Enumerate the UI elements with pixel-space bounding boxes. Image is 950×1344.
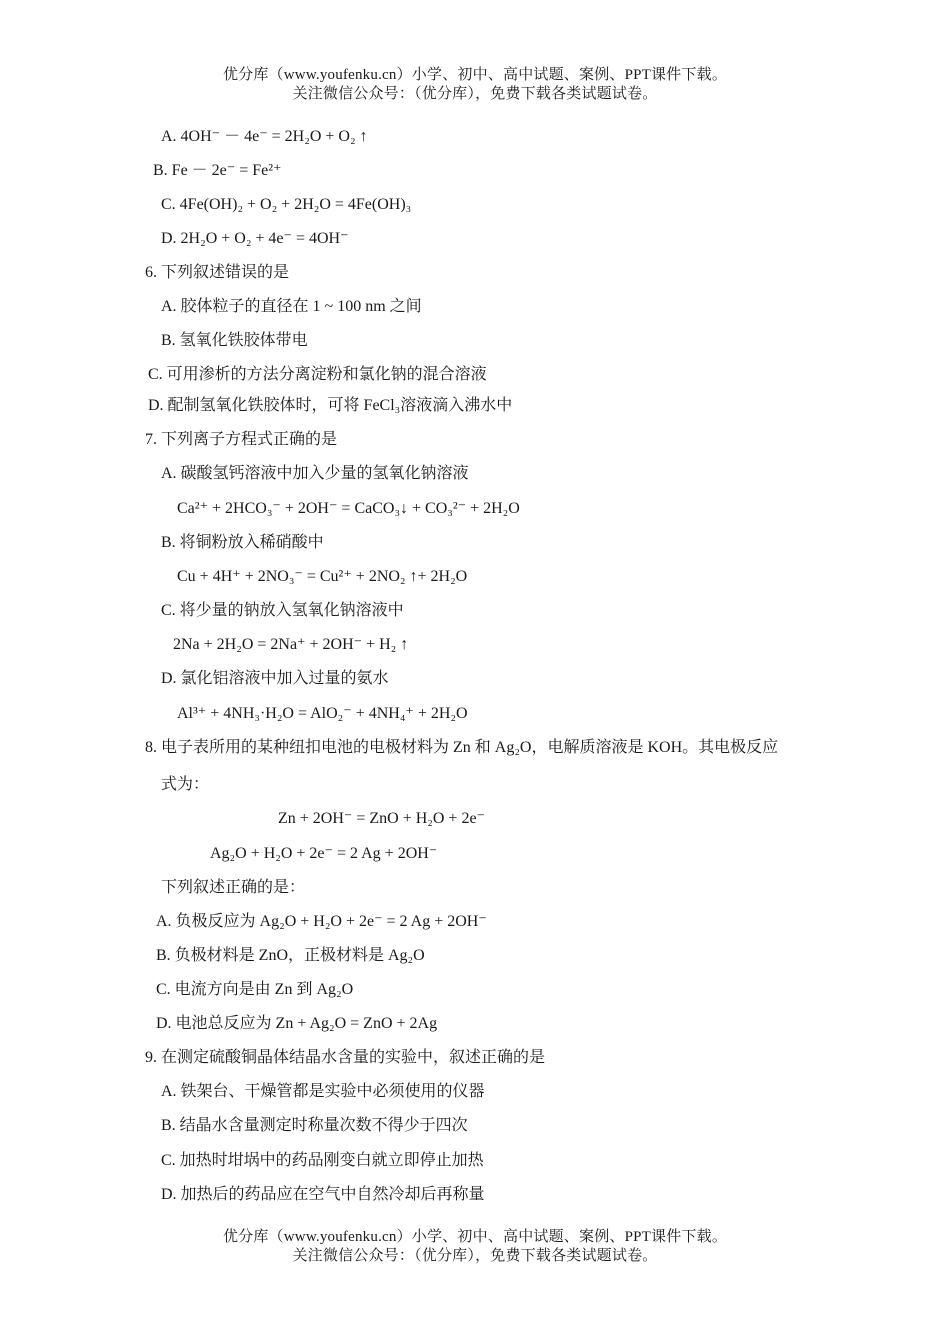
q7-stem: 7. 下列离子方程式正确的是: [145, 431, 338, 448]
q7-option-c-equation: 2Na + 2H₂O = 2Na⁺ + 2OH⁻ + H₂ ↑: [173, 636, 409, 653]
header-line-1: 优分库（www.youfenku.cn）小学、初中、高中试题、案例、PPT课件下载。: [222, 67, 728, 83]
q5-option-a: A. 4OH⁻ － 4e⁻ = 2H₂O + O₂ ↑: [161, 128, 368, 145]
q7-option-b: B. 将铜粉放入稀硝酸中: [161, 534, 324, 551]
footer-line-1: 优分库（www.youfenku.cn）小学、初中、高中试题、案例、PPT课件下载。: [222, 1229, 728, 1245]
q8-option-b: B. 负极材料是 ZnO，正极材料是 Ag₂O: [156, 947, 425, 964]
q9-option-b: B. 结晶水含量测定时称量次数不得少于四次: [161, 1117, 468, 1134]
q8-equation-2: Ag₂O + H₂O + 2e⁻ = 2 Ag + 2OH⁻: [210, 845, 438, 862]
q7-option-a: A. 碳酸氢钙溶液中加入少量的氢氧化钠溶液: [161, 465, 469, 482]
q6-option-d: D. 配制氢氧化铁胶体时，可将 FeCl₃溶液滴入沸水中: [148, 397, 513, 414]
q9-option-c: C. 加热时坩埚中的药品刚变白就立即停止加热: [161, 1152, 484, 1169]
q8-stem-continued: 式为：: [161, 776, 210, 793]
header-line-2: 关注微信公众号：（优分库），免费下载各类试题试卷。: [292, 86, 658, 102]
footer-line-2: 关注微信公众号：（优分库），免费下载各类试题试卷。: [292, 1248, 658, 1264]
q9-option-a: A. 铁架台、干燥管都是实验中必须使用的仪器: [161, 1083, 485, 1100]
q6-stem: 6. 下列叙述错误的是: [145, 264, 290, 281]
q8-equation-1: Zn + 2OH⁻ = ZnO + H₂O + 2e⁻: [278, 810, 485, 827]
q8-stem: 8. 电子表所用的某种纽扣电池的电极材料为 Zn 和 Ag₂O，电解质溶液是 KOH。其电极反应: [145, 739, 779, 756]
q6-option-b: B. 氢氧化铁胶体带电: [161, 332, 308, 349]
q8-prompt: 下列叙述正确的是：: [161, 879, 306, 896]
q8-option-d: D. 电池总反应为 Zn + Ag₂O = ZnO + 2Ag: [156, 1015, 438, 1032]
q8-option-a: A. 负极反应为 Ag₂O + H₂O + 2e⁻ = 2 Ag + 2OH⁻: [156, 913, 487, 930]
q6-option-c: C. 可用渗析的方法分离淀粉和氯化钠的混合溶液: [148, 366, 487, 383]
q5-option-c: C. 4Fe(OH)₂ + O₂ + 2H₂O = 4Fe(OH)₃: [161, 196, 412, 213]
q7-option-b-equation: Cu + 4H⁺ + 2NO₃⁻ = Cu²⁺ + 2NO₂ ↑+ 2H₂O: [177, 568, 468, 585]
q7-option-d-equation: Al³⁺ + 4NH₃·H₂O = AlO₂⁻ + 4NH₄⁺ + 2H₂O: [177, 705, 468, 722]
q7-option-a-equation: Ca²⁺ + 2HCO₃⁻ + 2OH⁻ = CaCO₃↓ + CO₃²⁻ + 2H₂O: [177, 500, 520, 517]
q9-option-d: D. 加热后的药品应在空气中自然冷却后再称量: [161, 1186, 485, 1203]
q5-option-d: D. 2H₂O + O₂ + 4e⁻ = 4OH⁻: [161, 230, 349, 247]
q9-stem: 9. 在测定硫酸铜晶体结晶水含量的实验中，叙述正确的是: [145, 1049, 546, 1066]
q7-option-c: C. 将少量的钠放入氢氧化钠溶液中: [161, 602, 404, 619]
q5-option-b: B. Fe － 2e⁻ = Fe²⁺: [153, 162, 282, 179]
q7-option-d: D. 氯化铝溶液中加入过量的氨水: [161, 670, 389, 687]
q6-option-a: A. 胶体粒子的直径在 1 ~ 100 nm 之间: [161, 298, 422, 315]
q8-option-c: C. 电流方向是由 Zn 到 Ag₂O: [156, 981, 354, 998]
